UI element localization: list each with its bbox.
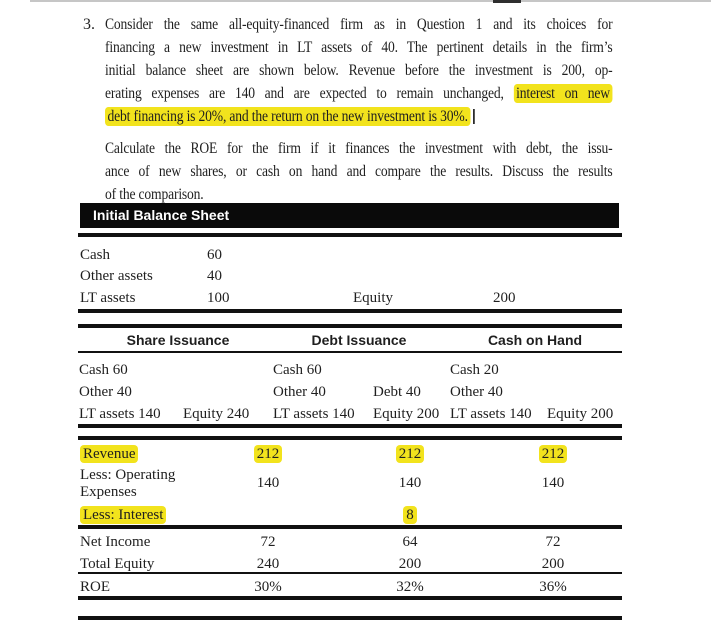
total-equity-cash-value: 200 (541, 556, 565, 572)
bs-row-cash (78, 246, 622, 266)
opex-cash-value: 140 (541, 475, 565, 491)
question-line-2: financing a new investment in LT assets of 40. The pertinent details in the firm’s (105, 39, 613, 56)
share-cash-cell: Cash 60 (79, 362, 128, 378)
scenario-header-debt-issuance: Debt Issuance (311, 332, 407, 348)
net-income-label: Net Income (80, 534, 151, 550)
interest-debt-highlight: 8 (403, 506, 417, 524)
revenue-share-value (228, 445, 308, 463)
question-line-7: ance of new shares, or cash on hand and compare the results. Discuss the results (105, 163, 613, 180)
net-income-debt-value: 64 (402, 534, 418, 550)
divider-rule (78, 351, 622, 353)
scan-edge-line (30, 0, 711, 2)
income-row-operating-expenses (78, 467, 622, 501)
bs-other-assets-value: 40 (207, 268, 222, 284)
opex-share-value: 140 (256, 475, 280, 491)
question-line-5 (105, 105, 612, 128)
share-equity-cell: Equity 240 (183, 406, 250, 422)
interest-label-highlight: Less: Interest (80, 506, 166, 524)
bs-other-assets-label: Other assets (80, 268, 153, 284)
bs-equity-label: Equity (353, 290, 393, 306)
bs-lt-assets-label: LT assets (80, 290, 136, 306)
scan-edge-mark (493, 0, 521, 3)
share-other-cell: Other 40 (79, 384, 132, 400)
cashhand-equity-cell: Equity 200 (547, 406, 614, 422)
divider-rule (78, 596, 622, 600)
divider-rule (78, 233, 622, 237)
income-row-revenue (78, 445, 622, 465)
opex-label-line-1: Less: Operating (80, 467, 176, 483)
table-title: Initial Balance Sheet (93, 207, 230, 223)
roe-label: ROE (80, 579, 110, 595)
total-equity-label: Total Equity (80, 556, 155, 572)
income-row-roe (78, 578, 622, 598)
highlight-interest-start: interest on new (514, 84, 613, 103)
balance-sheet-table (78, 203, 622, 623)
revenue-share-highlight: 212 (254, 445, 283, 463)
divider-rule (78, 424, 622, 428)
divider-rule (78, 436, 622, 440)
interest-debt-value (370, 506, 450, 524)
question-line-8: of the comparison. (105, 186, 204, 203)
revenue-label-highlight: Revenue (80, 445, 138, 463)
revenue-debt-highlight: 212 (396, 445, 425, 463)
scenario-row-1 (78, 361, 622, 381)
cashhand-lt-assets-cell: LT assets 140 (450, 406, 532, 422)
interest-label (80, 506, 166, 524)
net-income-cash-value: 72 (545, 534, 561, 550)
divider-rule (78, 572, 622, 574)
question-number: 3. (83, 16, 95, 33)
share-lt-assets-cell: LT assets 140 (79, 406, 161, 422)
roe-debt-value: 32% (396, 579, 424, 595)
cashhand-other-cell: Other 40 (450, 384, 503, 400)
table-title-bar (80, 203, 619, 228)
net-income-share-value: 72 (260, 534, 276, 550)
question-line-3: initial balance sheet are shown below. Revenue before the investment is 200, op- (105, 62, 613, 79)
question-line-6: Calculate the ROE for the firm if it finances the investment with debt, the issu- (105, 140, 613, 157)
opex-debt-value: 140 (398, 475, 422, 491)
roe-share-value: 30% (254, 579, 282, 595)
revenue-debt-value (370, 445, 450, 463)
divider-rule (78, 525, 622, 529)
bs-lt-assets-value: 100 (207, 290, 230, 306)
divider-rule (78, 324, 622, 328)
scenario-header-cash-on-hand: Cash on Hand (487, 332, 583, 348)
debt-other-cell: Other 40 (273, 384, 326, 400)
debt-cash-cell: Cash 60 (273, 362, 322, 378)
cashhand-cash-cell: Cash 20 (450, 362, 499, 378)
debt-equity-cell: Equity 200 (373, 406, 440, 422)
debt-lt-assets-cell: LT assets 140 (273, 406, 355, 422)
question-line-4 (105, 82, 612, 105)
highlight-end-mark (473, 109, 475, 124)
scenario-row-2 (78, 383, 622, 403)
revenue-cash-highlight: 212 (539, 445, 568, 463)
bs-cash-label: Cash (80, 247, 110, 263)
divider-rule (78, 616, 622, 620)
highlight-interest-end: debt financing is 20%, and the return on the new investment is 30%. (105, 107, 470, 126)
opex-label-line-2: Expenses (80, 484, 137, 500)
bs-equity-value: 200 (493, 290, 516, 306)
scenario-row-3 (78, 405, 622, 425)
divider-rule (78, 309, 622, 313)
roe-cash-value: 36% (539, 579, 567, 595)
total-equity-debt-value: 200 (398, 556, 422, 572)
total-equity-share-value: 240 (256, 556, 280, 572)
income-row-net-income (78, 533, 622, 553)
bs-cash-value: 60 (207, 247, 222, 263)
revenue-label (80, 445, 138, 463)
income-row-interest (78, 506, 622, 526)
question-text-block (105, 13, 617, 206)
debt-debt-cell: Debt 40 (373, 384, 421, 400)
question-line-4-text: erating expenses are 140 and are expected to remain unchanged, (105, 85, 504, 102)
bs-row-lt-assets (78, 289, 622, 309)
revenue-cash-value (513, 445, 593, 463)
bs-row-other-assets (78, 267, 622, 287)
question-line-1: Consider the same all-equity-financed firm as in Question 1 and its choices for (105, 16, 613, 33)
scenario-header-row (78, 331, 622, 347)
scenario-header-share-issuance: Share Issuance (126, 332, 230, 348)
